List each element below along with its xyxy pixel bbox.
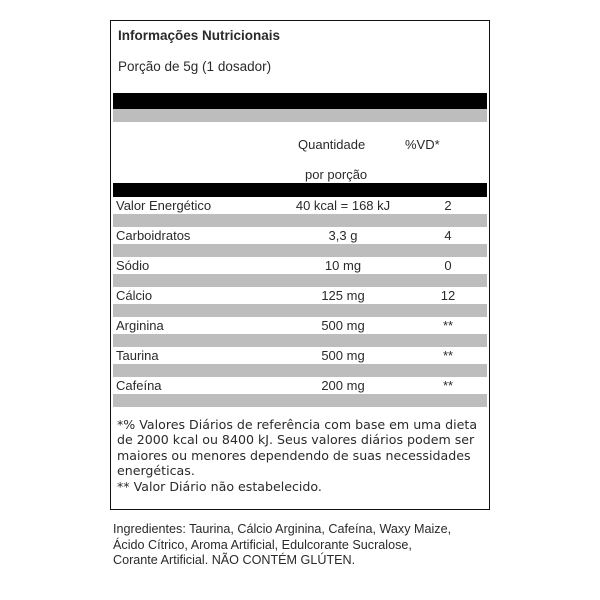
nutrient-row bbox=[113, 258, 487, 274]
nutrient-name: Cafeína bbox=[116, 378, 162, 393]
row-separator bbox=[113, 214, 487, 227]
nutrient-name: Valor Energético bbox=[116, 198, 212, 213]
nutrient-quantity: 500 mg bbox=[321, 318, 365, 333]
ingredients-line-3: Corante Artificial. NÃO CONTÉM GLÚTEN. bbox=[113, 553, 356, 567]
nutrient-row bbox=[113, 348, 487, 364]
nutrient-name: Taurina bbox=[116, 348, 159, 363]
nutrient-name: Cálcio bbox=[116, 288, 153, 303]
quantity-header-line1: Quantidade bbox=[298, 137, 366, 152]
vd-header: %VD* bbox=[405, 137, 440, 152]
nutrient-quantity: 3,3 g bbox=[328, 228, 358, 243]
nutrition-facts-panel bbox=[110, 20, 490, 510]
nutrient-vd: ** bbox=[442, 378, 454, 393]
nutrient-vd: ** bbox=[442, 348, 454, 363]
header-divider-grey bbox=[113, 109, 487, 122]
nutrient-row bbox=[113, 228, 487, 244]
nutrient-name: Arginina bbox=[116, 318, 164, 333]
row-separator bbox=[113, 364, 487, 377]
row-separator bbox=[113, 244, 487, 257]
nutrient-name: Carboidratos bbox=[116, 228, 191, 243]
nutrient-quantity: 10 mg bbox=[324, 258, 362, 273]
nutrient-quantity: 40 kcal = 168 kJ bbox=[295, 198, 391, 213]
quantity-header-line2: por porção bbox=[305, 167, 368, 182]
nutrient-row bbox=[113, 318, 487, 334]
ingredients-line-1: Ingredientes: Taurina, Cálcio Arginina, Cafeína, Waxy Maize, bbox=[113, 522, 452, 536]
nutrient-row bbox=[113, 288, 487, 304]
footnote-daily-values: *% Valores Diários de referência com base em uma dieta de 2000 kcal ou 8400 kJ. Seus valores diários podem ser maiores ou menores dependendo de suas necessidades energéticas. bbox=[117, 417, 478, 479]
nutrient-name: Sódio bbox=[116, 258, 150, 273]
header-divider-black bbox=[113, 93, 487, 109]
row-separator bbox=[113, 304, 487, 317]
ingredients-line-2: Ácido Cítrico, Aroma Artificial, Edulcorante Sucralose, bbox=[113, 537, 412, 552]
nutrient-vd: 12 bbox=[440, 288, 456, 303]
row-separator bbox=[113, 334, 487, 347]
nutrient-vd: ** bbox=[442, 318, 454, 333]
nutrient-quantity: 500 mg bbox=[321, 348, 365, 363]
row-separator bbox=[113, 394, 487, 407]
nutrient-vd: 0 bbox=[444, 258, 452, 273]
panel-title: Informações Nutricionais bbox=[118, 28, 281, 43]
portion-size: Porção de 5g (1 dosador) bbox=[118, 59, 272, 74]
table-top-divider bbox=[113, 183, 487, 197]
ingredients-text bbox=[113, 522, 503, 569]
footnote-not-established: ** Valor Diário não estabelecido. bbox=[117, 478, 322, 494]
nutrient-quantity: 125 mg bbox=[321, 288, 365, 303]
row-separator bbox=[113, 274, 487, 287]
nutrient-vd: 4 bbox=[444, 228, 452, 243]
footnotes bbox=[117, 417, 487, 494]
nutrient-row bbox=[113, 378, 487, 394]
nutrient-quantity: 200 mg bbox=[321, 378, 365, 393]
nutrient-vd: 2 bbox=[444, 198, 452, 213]
nutrient-row bbox=[113, 198, 487, 214]
